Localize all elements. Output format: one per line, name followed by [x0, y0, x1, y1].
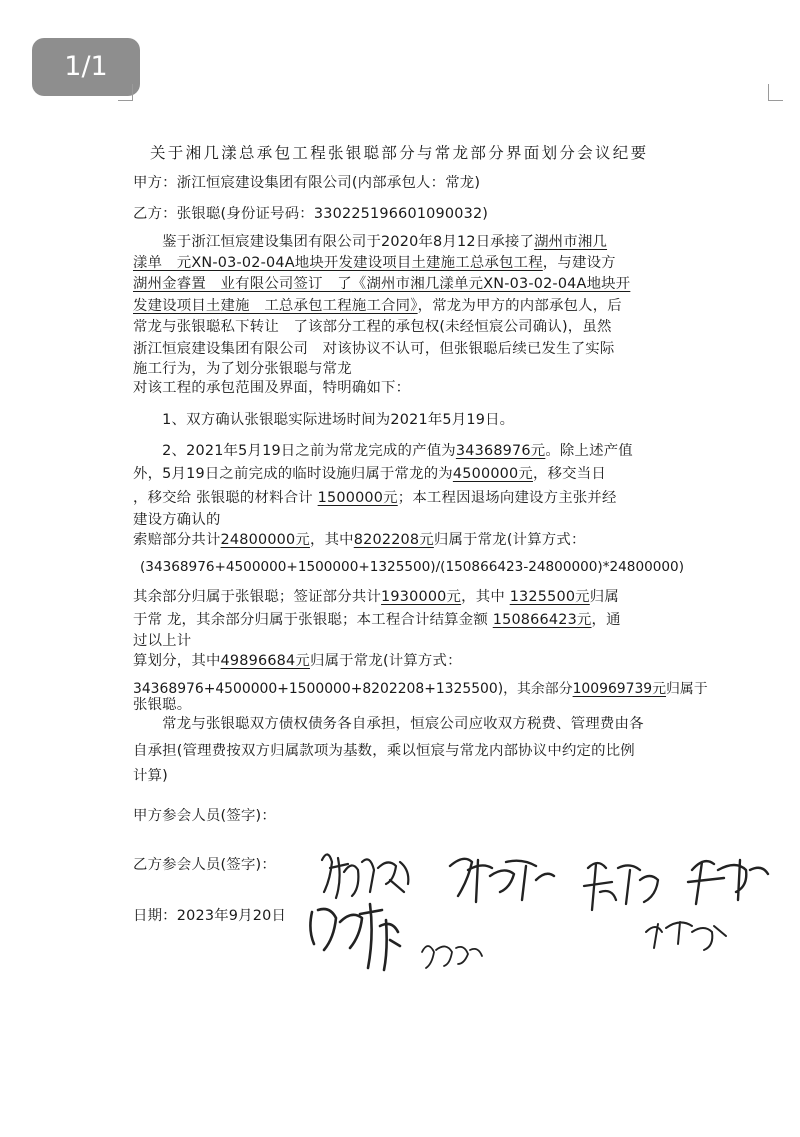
text-line: 发建设项目土建施 工总承包工程施工合同》，常龙为甲方的内部承包人，后 [133, 298, 622, 314]
text-line: 张银聪。 [133, 697, 192, 713]
formula-line: 34368976+4500000+1500000+8202208+1325500)，其余部分100969739元归属于 [133, 681, 708, 697]
text-line: 对该工程的承包范围及界面，特明确如下： [133, 380, 411, 396]
text-line: 漾单 元XN-03-02-04A地块开发建设项目土建施工总承包工程，与建设方 [133, 255, 616, 271]
text-line: 外，5月19日之前完成的临时设施归属于常龙的为4500000元，移交当日 [133, 466, 606, 482]
text-line: 过以上计 [133, 633, 192, 649]
formula-line: (34368976+4500000+1500000+1325500)/(150866423-24800000)*24800000) [140, 559, 685, 575]
party-b-attendees-label: 乙方参会人员(签字)： [133, 857, 276, 873]
text-line: 常龙与张银聪双方债权债务各自承担，恒宸公司应收双方税费、管理费由各 [133, 716, 644, 732]
party-a-attendees-label: 甲方参会人员(签字)： [133, 808, 276, 824]
text-line: ，移交给 张银聪的材料合计 1500000元；本工程因退场向建设方主张并经 [133, 490, 617, 506]
party-b-line: 乙方：张银聪(身份证号码：330225196601090032) [133, 206, 489, 222]
text-line: 计算) [133, 768, 168, 784]
text-line: 于常 龙，其余部分归属于张银聪；本工程合计结算金额 150866423元，通 [133, 612, 621, 628]
handwritten-signatures [300, 840, 790, 990]
text-line: 建设方确认的 [133, 512, 221, 528]
text-line: 施工行为，为了划分张银聪与常龙 [133, 361, 352, 377]
crop-mark-left [118, 84, 133, 101]
party-a-line: 甲方：浙江恒宸建设集团有限公司(内部承包人：常龙) [133, 175, 481, 191]
page-indicator: 1/1 [32, 38, 140, 96]
text-line: 算划分，其中49896684元归属于常龙(计算方式： [133, 653, 462, 669]
text-line: 常龙与张银聪私下转让 了该部分工程的承包权(未经恒宸公司确认)，虽然 [133, 319, 612, 335]
text-line: 索赔部分共计24800000元，其中8202208元归属于常龙(计算方式： [133, 532, 586, 548]
signatures-drawing [300, 840, 790, 990]
text-line: 自承担(管理费按双方归属款项为基数，乘以恒宸与常龙内部协议中约定的比例 [133, 743, 635, 759]
text-line: 2、2021年5月19日之前为常龙完成的产值为34368976元。除上述产值 [133, 443, 633, 459]
document-title: 关于湘几漾总承包工程张银聪部分与常龙部分界面划分会议纪要 [150, 144, 649, 162]
text-line: 鉴于浙江恒宸建设集团有限公司于2020年8月12日承接了湖州市湘几 [133, 234, 608, 250]
text-line: 湖州金睿置 业有限公司签订 了《湖州市湘几漾单元XN-03-02-04A地块开 [133, 276, 631, 292]
text-line: 浙江恒宸建设集团有限公司 对该协议不认可，但张银聪后续已发生了实际 [133, 341, 615, 357]
date-line: 日期：2023年9月20日 [133, 908, 287, 924]
crop-mark-right [768, 84, 783, 101]
item-1: 1、双方确认张银聪实际进场时间为2021年5月19日。 [133, 412, 515, 428]
text-line: 其余部分归属于张银聪；签证部分共计1930000元，其中 1325500元归属 [133, 589, 619, 605]
